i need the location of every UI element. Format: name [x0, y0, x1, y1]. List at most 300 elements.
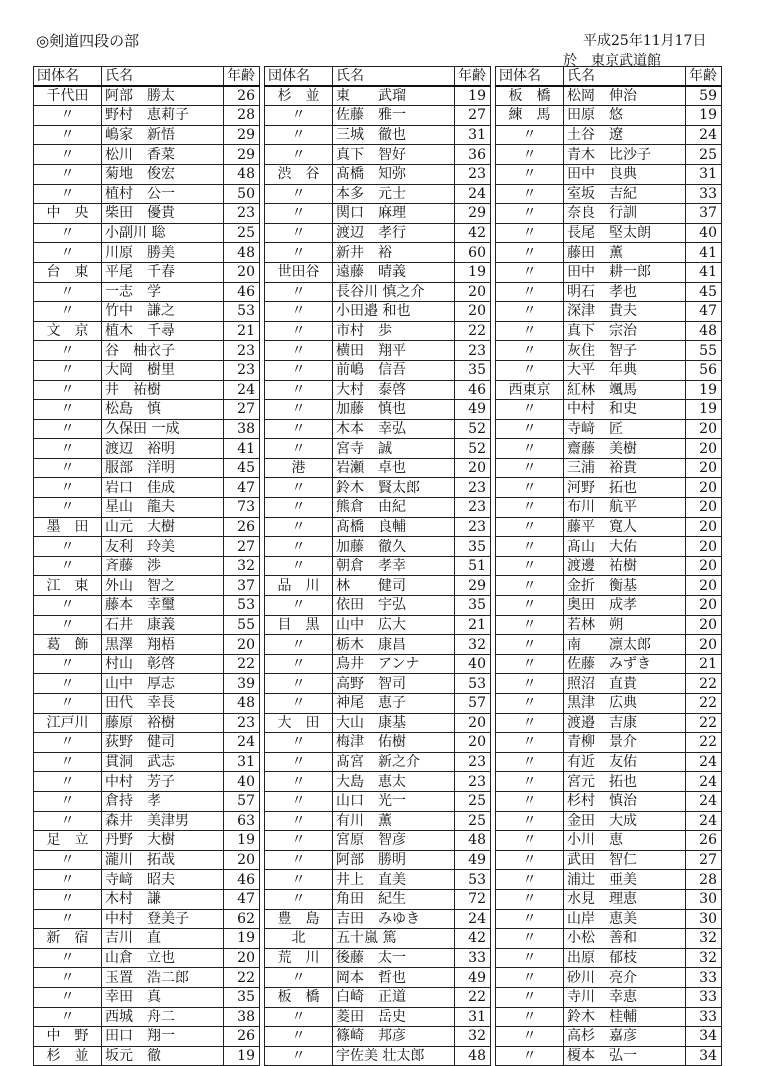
- group-cell: 〃: [496, 262, 564, 282]
- group-cell: 〃: [496, 204, 564, 224]
- table-row: [496, 360, 722, 380]
- group-cell: 〃: [496, 909, 564, 929]
- name-cell: 榎本 弘一: [564, 1046, 686, 1066]
- age-cell: 20: [686, 458, 722, 478]
- group-cell: 〃: [34, 223, 102, 243]
- age-cell: 20: [686, 576, 722, 596]
- age-cell: 48: [455, 831, 491, 851]
- age-cell: 51: [455, 556, 491, 576]
- group-cell: 〃: [34, 419, 102, 439]
- age-cell: 33: [686, 987, 722, 1007]
- table-row: [496, 929, 722, 949]
- name-cell: 菊地 俊宏: [102, 164, 224, 184]
- name-cell: 星山 龍夫: [102, 498, 224, 518]
- group-cell: 〃: [34, 537, 102, 557]
- name-cell: 松岡 伸治: [564, 86, 686, 106]
- age-cell: 20: [686, 556, 722, 576]
- age-cell: 34: [686, 1027, 722, 1047]
- page-title: ◎剣道四段の部: [36, 32, 140, 50]
- name-cell: 友利 玲美: [102, 537, 224, 557]
- name-cell: 中村 和史: [564, 400, 686, 420]
- table-row: [265, 713, 491, 733]
- group-cell: 〃: [496, 752, 564, 772]
- table-row: [34, 576, 260, 596]
- roster-table-3: [495, 66, 722, 1066]
- table-row: [496, 86, 722, 106]
- table-row: [34, 615, 260, 635]
- age-cell: 19: [686, 400, 722, 420]
- group-cell: 〃: [34, 556, 102, 576]
- group-cell: 〃: [496, 791, 564, 811]
- table-row: [496, 380, 722, 400]
- group-cell: 〃: [496, 302, 564, 322]
- table-row: [496, 262, 722, 282]
- group-cell: 西東京: [496, 380, 564, 400]
- name-cell: 灰住 智子: [564, 341, 686, 361]
- table-row: [265, 615, 491, 635]
- age-cell: 20: [224, 850, 260, 870]
- table-row: [34, 164, 260, 184]
- table-row: [265, 145, 491, 165]
- exam-venue: 於 東京武道館: [563, 53, 661, 69]
- name-cell: 斉藤 渉: [102, 556, 224, 576]
- group-cell: 〃: [34, 341, 102, 361]
- age-cell: 29: [224, 125, 260, 145]
- group-cell: 〃: [265, 1007, 333, 1027]
- group-cell: 〃: [496, 1007, 564, 1027]
- age-cell: 41: [686, 243, 722, 263]
- name-cell: 外山 智之: [102, 576, 224, 596]
- name-cell: 井 祐樹: [102, 380, 224, 400]
- table-row: [34, 811, 260, 831]
- group-cell: 〃: [496, 360, 564, 380]
- age-cell: 46: [224, 870, 260, 890]
- age-cell: 33: [455, 948, 491, 968]
- table-row: [34, 223, 260, 243]
- group-cell: 〃: [496, 772, 564, 792]
- age-cell: 24: [686, 791, 722, 811]
- age-cell: 27: [224, 537, 260, 557]
- age-cell: 39: [224, 674, 260, 694]
- table-row: [265, 850, 491, 870]
- group-cell: 中 央: [34, 204, 102, 224]
- name-cell: 渡邉 吉康: [564, 713, 686, 733]
- name-cell: 藤平 寛人: [564, 517, 686, 537]
- age-cell: 19: [686, 106, 722, 126]
- table-row: [34, 321, 260, 341]
- age-cell: 45: [686, 282, 722, 302]
- table-row: [34, 948, 260, 968]
- group-cell: 〃: [496, 439, 564, 459]
- group-cell: 〃: [34, 282, 102, 302]
- table-row: [496, 752, 722, 772]
- age-cell: 20: [686, 478, 722, 498]
- age-cell: 30: [686, 909, 722, 929]
- age-cell: 22: [224, 654, 260, 674]
- group-cell: 〃: [34, 106, 102, 126]
- group-cell: 〃: [496, 654, 564, 674]
- group-cell: 文 京: [34, 321, 102, 341]
- name-cell: 市村 歩: [333, 321, 455, 341]
- group-cell: 〃: [34, 184, 102, 204]
- table-row: [496, 596, 722, 616]
- group-cell: 〃: [34, 125, 102, 145]
- age-cell: 72: [455, 889, 491, 909]
- name-cell: 東 武瑠: [333, 86, 455, 106]
- table-row: [34, 400, 260, 420]
- group-cell: 〃: [265, 243, 333, 263]
- name-cell: 齋藤 美樹: [564, 439, 686, 459]
- column-header-group: 団体名: [265, 67, 333, 87]
- group-cell: 〃: [496, 968, 564, 988]
- age-cell: 31: [686, 164, 722, 184]
- name-cell: 鈴木 賢太郎: [333, 478, 455, 498]
- name-cell: 大村 泰啓: [333, 380, 455, 400]
- name-cell: 深津 貴夫: [564, 302, 686, 322]
- group-cell: 〃: [496, 948, 564, 968]
- name-cell: 武田 智仁: [564, 850, 686, 870]
- name-cell: 青柳 景介: [564, 733, 686, 753]
- age-cell: 42: [455, 223, 491, 243]
- age-cell: 57: [455, 694, 491, 714]
- table-row: [265, 752, 491, 772]
- name-cell: 山中 厚志: [102, 674, 224, 694]
- group-cell: 品 川: [265, 576, 333, 596]
- name-cell: 植村 公一: [102, 184, 224, 204]
- table-row: [265, 243, 491, 263]
- table-row: [34, 791, 260, 811]
- name-cell: 井上 直美: [333, 870, 455, 890]
- age-cell: 40: [686, 223, 722, 243]
- name-cell: 渡辺 孝行: [333, 223, 455, 243]
- group-cell: 〃: [265, 1027, 333, 1047]
- age-cell: 23: [455, 772, 491, 792]
- age-cell: 37: [686, 204, 722, 224]
- name-cell: 南 凛太郎: [564, 635, 686, 655]
- name-cell: 加藤 徹久: [333, 537, 455, 557]
- group-cell: 〃: [34, 752, 102, 772]
- age-cell: 73: [224, 498, 260, 518]
- table-row: [496, 948, 722, 968]
- group-cell: 〃: [34, 145, 102, 165]
- table-row: [34, 831, 260, 851]
- table-row: [34, 184, 260, 204]
- name-cell: 篠崎 邦彦: [333, 1027, 455, 1047]
- name-cell: 西城 舟二: [102, 1007, 224, 1027]
- age-cell: 19: [686, 380, 722, 400]
- table-row: [496, 694, 722, 714]
- age-cell: 24: [455, 909, 491, 929]
- table-row: [265, 674, 491, 694]
- age-cell: 27: [686, 850, 722, 870]
- table-row: [34, 870, 260, 890]
- group-cell: 〃: [34, 733, 102, 753]
- group-cell: 〃: [496, 125, 564, 145]
- age-cell: 25: [686, 145, 722, 165]
- name-cell: 竹中 謙之: [102, 302, 224, 322]
- table-row: [496, 1027, 722, 1047]
- table-row: [265, 125, 491, 145]
- table-row: [265, 282, 491, 302]
- table-row: [265, 302, 491, 322]
- group-cell: 杉 並: [34, 1046, 102, 1066]
- age-cell: 48: [224, 243, 260, 263]
- name-cell: 大島 恵太: [333, 772, 455, 792]
- table-row: [34, 282, 260, 302]
- table-row: [265, 556, 491, 576]
- group-cell: 〃: [496, 576, 564, 596]
- name-cell: 岡本 哲也: [333, 968, 455, 988]
- group-cell: 〃: [34, 870, 102, 890]
- age-cell: 33: [686, 1007, 722, 1027]
- group-cell: 〃: [34, 478, 102, 498]
- name-cell: 布川 航平: [564, 498, 686, 518]
- name-cell: 木村 謙: [102, 889, 224, 909]
- name-cell: 小副川 聡: [102, 223, 224, 243]
- group-cell: 〃: [265, 752, 333, 772]
- table-row: [265, 360, 491, 380]
- table-row: [265, 498, 491, 518]
- name-cell: 渡邊 祐樹: [564, 556, 686, 576]
- table-row: [496, 302, 722, 322]
- age-cell: 21: [224, 321, 260, 341]
- age-cell: 35: [455, 537, 491, 557]
- table-row: [34, 1027, 260, 1047]
- name-cell: 真下 智好: [333, 145, 455, 165]
- age-cell: 24: [455, 184, 491, 204]
- age-cell: 20: [686, 596, 722, 616]
- group-cell: 江戸川: [34, 713, 102, 733]
- name-cell: 前嶋 信吾: [333, 360, 455, 380]
- table-row: [496, 1046, 722, 1066]
- age-cell: 20: [686, 419, 722, 439]
- table-row: [496, 439, 722, 459]
- table-row: [34, 302, 260, 322]
- age-cell: 34: [686, 1046, 722, 1066]
- name-cell: 小田邉 和也: [333, 302, 455, 322]
- table-row: [34, 262, 260, 282]
- name-cell: 金田 大成: [564, 811, 686, 831]
- group-cell: 葛 飾: [34, 635, 102, 655]
- age-cell: 22: [455, 987, 491, 1007]
- name-cell: 水見 理恵: [564, 889, 686, 909]
- table-row: [34, 380, 260, 400]
- table-row: [34, 635, 260, 655]
- group-cell: 〃: [265, 537, 333, 557]
- name-cell: 中村 登美子: [102, 909, 224, 929]
- name-cell: 藤本 幸璽: [102, 596, 224, 616]
- table-row: [34, 733, 260, 753]
- age-cell: 47: [224, 889, 260, 909]
- age-cell: 30: [686, 889, 722, 909]
- group-cell: 〃: [496, 694, 564, 714]
- age-cell: 46: [455, 380, 491, 400]
- table-row: [265, 164, 491, 184]
- table-row: [265, 380, 491, 400]
- name-cell: 髙山 大佑: [564, 537, 686, 557]
- age-cell: 20: [686, 517, 722, 537]
- age-cell: 62: [224, 909, 260, 929]
- name-cell: 加藤 慎也: [333, 400, 455, 420]
- table-row: [265, 987, 491, 1007]
- group-cell: 〃: [496, 321, 564, 341]
- group-cell: 〃: [34, 850, 102, 870]
- name-cell: 朝倉 孝幸: [333, 556, 455, 576]
- name-cell: 貫洞 武志: [102, 752, 224, 772]
- age-cell: 52: [455, 419, 491, 439]
- age-cell: 60: [455, 243, 491, 263]
- group-cell: 北: [265, 929, 333, 949]
- name-cell: 寺﨑 昭夫: [102, 870, 224, 890]
- group-cell: 〃: [496, 713, 564, 733]
- name-cell: 阿部 勝明: [333, 850, 455, 870]
- name-cell: 小川 恵: [564, 831, 686, 851]
- table-row: [265, 517, 491, 537]
- age-cell: 26: [686, 831, 722, 851]
- table-row: [496, 850, 722, 870]
- name-cell: 宮元 拓也: [564, 772, 686, 792]
- age-cell: 25: [224, 223, 260, 243]
- table-row: [34, 125, 260, 145]
- roster-tables: [33, 66, 722, 1066]
- name-cell: 坂元 徹: [102, 1046, 224, 1066]
- table-row: [34, 556, 260, 576]
- age-cell: 31: [455, 1007, 491, 1027]
- group-cell: 〃: [265, 733, 333, 753]
- group-cell: 〃: [496, 537, 564, 557]
- group-cell: 〃: [496, 987, 564, 1007]
- age-cell: 23: [455, 478, 491, 498]
- name-cell: 白崎 正道: [333, 987, 455, 1007]
- group-cell: 板 橋: [265, 987, 333, 1007]
- age-cell: 21: [455, 615, 491, 635]
- age-cell: 20: [224, 948, 260, 968]
- table-row: [265, 262, 491, 282]
- age-cell: 33: [686, 184, 722, 204]
- table-row: [265, 86, 491, 106]
- table-row: [496, 243, 722, 263]
- name-cell: 藤原 裕樹: [102, 713, 224, 733]
- age-cell: 23: [224, 204, 260, 224]
- group-cell: 〃: [265, 1046, 333, 1066]
- group-cell: 〃: [496, 929, 564, 949]
- name-cell: 長尾 堅太朗: [564, 223, 686, 243]
- group-cell: 〃: [496, 733, 564, 753]
- name-cell: 三浦 裕貴: [564, 458, 686, 478]
- group-cell: 〃: [34, 380, 102, 400]
- age-cell: 26: [224, 517, 260, 537]
- table-row: [265, 929, 491, 949]
- age-cell: 24: [224, 380, 260, 400]
- age-cell: 22: [686, 674, 722, 694]
- group-cell: 台 東: [34, 262, 102, 282]
- age-cell: 48: [224, 694, 260, 714]
- name-cell: 佐藤 みずき: [564, 654, 686, 674]
- table-row: [34, 1046, 260, 1066]
- name-cell: 遠藤 晴義: [333, 262, 455, 282]
- table-row: [496, 968, 722, 988]
- age-cell: 23: [455, 752, 491, 772]
- group-cell: 〃: [496, 341, 564, 361]
- name-cell: 岩瀬 卓也: [333, 458, 455, 478]
- name-cell: 黒澤 翔梧: [102, 635, 224, 655]
- group-cell: 〃: [496, 164, 564, 184]
- group-cell: 〃: [34, 458, 102, 478]
- group-cell: 〃: [265, 380, 333, 400]
- age-cell: 23: [224, 341, 260, 361]
- name-cell: 久保田 一成: [102, 419, 224, 439]
- table-row: [496, 654, 722, 674]
- group-cell: 〃: [265, 694, 333, 714]
- age-cell: 24: [686, 811, 722, 831]
- age-cell: 20: [455, 713, 491, 733]
- name-cell: 砂川 亮介: [564, 968, 686, 988]
- name-cell: 横田 翔平: [333, 341, 455, 361]
- table-row: [34, 654, 260, 674]
- age-cell: 20: [455, 302, 491, 322]
- group-cell: 〃: [265, 223, 333, 243]
- name-cell: 後藤 太一: [333, 948, 455, 968]
- group-cell: 〃: [265, 282, 333, 302]
- name-cell: 出原 郁枝: [564, 948, 686, 968]
- group-cell: 〃: [496, 850, 564, 870]
- age-cell: 35: [455, 360, 491, 380]
- name-cell: 野村 恵莉子: [102, 106, 224, 126]
- table-row: [34, 752, 260, 772]
- group-cell: 練 馬: [496, 106, 564, 126]
- table-row: [496, 1007, 722, 1027]
- table-row: [496, 674, 722, 694]
- name-cell: 五十嵐 篤: [333, 929, 455, 949]
- age-cell: 55: [686, 341, 722, 361]
- table-row: [34, 596, 260, 616]
- table-row: [34, 909, 260, 929]
- group-cell: 〃: [34, 968, 102, 988]
- column-header-age: 年齢: [224, 67, 260, 87]
- table-row: [265, 478, 491, 498]
- table-row: [496, 772, 722, 792]
- group-cell: 〃: [34, 302, 102, 322]
- table-row: [496, 733, 722, 753]
- name-cell: 石井 康義: [102, 615, 224, 635]
- group-cell: 墨 田: [34, 517, 102, 537]
- name-cell: 瀧川 拓哉: [102, 850, 224, 870]
- name-cell: 平尾 千春: [102, 262, 224, 282]
- name-cell: 鈴木 桂輔: [564, 1007, 686, 1027]
- name-cell: 髙橋 知弥: [333, 164, 455, 184]
- table-row: [34, 419, 260, 439]
- table-row: [34, 439, 260, 459]
- group-cell: 〃: [34, 498, 102, 518]
- age-cell: 28: [224, 106, 260, 126]
- group-cell: 〃: [496, 282, 564, 302]
- age-cell: 24: [224, 733, 260, 753]
- table-row: [496, 223, 722, 243]
- table-row: [496, 458, 722, 478]
- table-row: [265, 1027, 491, 1047]
- group-cell: 〃: [34, 811, 102, 831]
- age-cell: 38: [224, 419, 260, 439]
- group-cell: 〃: [265, 517, 333, 537]
- age-cell: 53: [224, 596, 260, 616]
- group-cell: 〃: [34, 987, 102, 1007]
- group-cell: 〃: [34, 674, 102, 694]
- name-cell: 吉川 直: [102, 929, 224, 949]
- table-row: [34, 498, 260, 518]
- age-cell: 50: [224, 184, 260, 204]
- age-cell: 23: [455, 498, 491, 518]
- age-cell: 31: [455, 125, 491, 145]
